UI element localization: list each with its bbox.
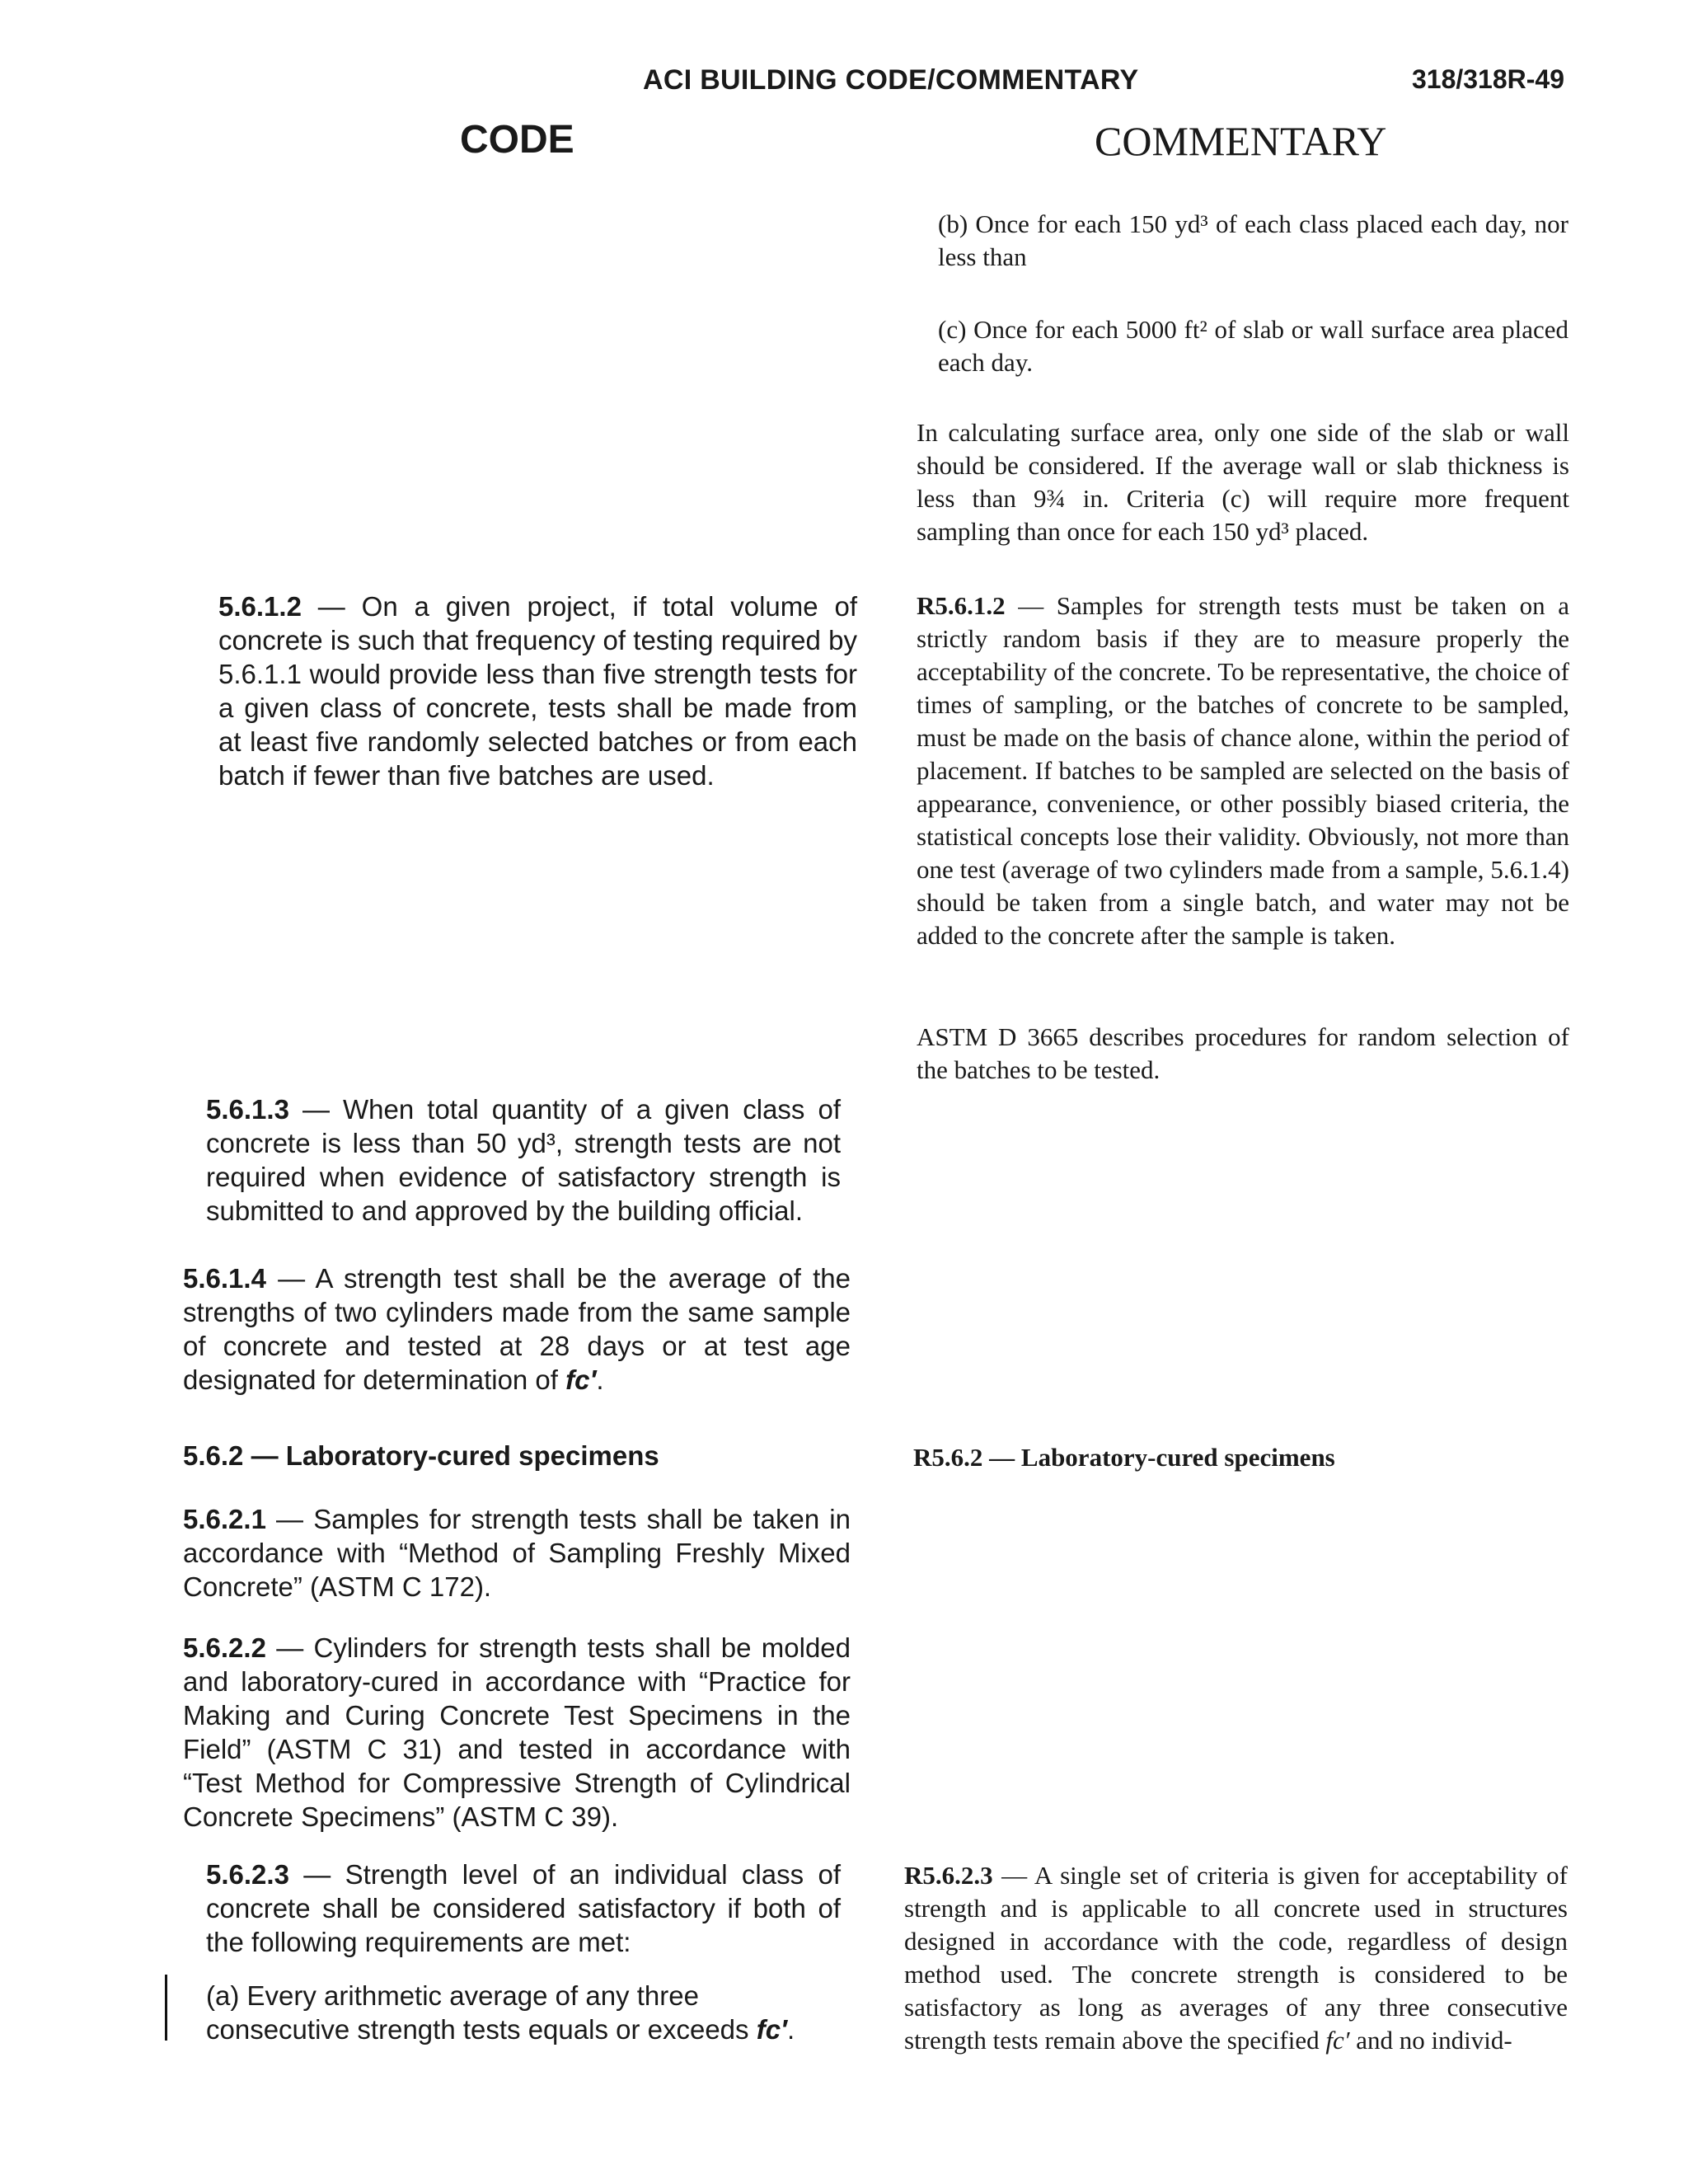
- section-text: — Samples for strength tests shall be taken in accordance with “Method of Sampling Freshly Mixed Concrete” (ASTM C 172).: [183, 1504, 851, 1602]
- code-column-title: CODE: [460, 118, 574, 162]
- sentence-end: .: [596, 1364, 604, 1395]
- commentary-item-c: (c) Once for each 5000 ft² of slab or wall surface area placed each day.: [938, 315, 1568, 377]
- code-5-6-2-2: [183, 1631, 851, 1834]
- code-5-6-1-4: [183, 1261, 851, 1397]
- section-number: 5.6.2.3: [206, 1859, 289, 1890]
- section-number: 5.6.2.2: [183, 1632, 266, 1663]
- section-number: 5.6.1.4: [183, 1263, 266, 1294]
- fc-prime-symbol: fc′: [565, 1364, 597, 1395]
- section-number: 5.6.1.2: [218, 591, 302, 622]
- commentary-r5-6-2-3: [904, 1859, 1568, 2057]
- commentary-r5-6-2-heading: R5.6.2 — Laboratory-cured specimens: [913, 1443, 1335, 1472]
- revision-bar: [165, 1975, 167, 2041]
- section-text: — When total quantity of a given class of concrete is less than 50 yd³, strength tests are not required when evidence of satisfactory strength is submitted to and approved by the building official.: [206, 1094, 841, 1226]
- fc-prime-symbol: fc′: [756, 2014, 787, 2045]
- section-text: — Strength level of an individual class of concrete shall be considered satisfactory if both of the following requirements are met:: [206, 1859, 841, 1957]
- section-number: R5.6.1.2: [917, 591, 1006, 620]
- fc-prime-symbol: fc′: [1325, 2026, 1350, 2055]
- page-number: 318/318R-49: [1411, 64, 1564, 94]
- section-text: — A strength test shall be the average of the strengths of two cylinders made from the same sample of concrete and tested at 28 days or at test age designated for determination of: [183, 1263, 851, 1395]
- section-text: — A single set of criteria is given for acceptability of strength and is applicable to all concrete used in structures designed in accordance with the code, regardless of design method used. The concrete strength is considered to be satisfactory as long as averages of any three consecutive strength tests remain above the specified: [904, 1861, 1568, 2055]
- commentary-column-title: COMMENTARY: [1095, 118, 1387, 164]
- code-5-6-2-heading: 5.6.2 — Laboratory-cured specimens: [183, 1440, 659, 1471]
- section-text: — Samples for strength tests must be taken on a strictly random basis if they are to measure properly the acceptability of the concrete. To be representative, the choice of times of sampling, or the batches of concrete to be sampled, must be made on the basis of chance alone, within the period of placement. If batches to be sampled are selected on the basis of appearance, convenience, or other possibly biased criteria, the statistical concepts lose their validity. Obviously, not more than one test (average of two cylinders made from a sample, 5.6.1.4) should be taken from a single batch, and water may not be added to the concrete after the sample is taken.: [917, 591, 1569, 950]
- section-number: 5.6.1.3: [206, 1094, 289, 1125]
- code-5-6-2-3: [206, 1858, 841, 1959]
- code-5-6-2-1: [183, 1502, 851, 1604]
- commentary-item-b: (b) Once for each 150 yd³ of each class placed each day, nor less than: [938, 209, 1568, 271]
- sentence-end: .: [786, 2014, 795, 2045]
- section-text: — On a given project, if total volume of concrete is such that frequency of testing required by 5.6.1.1 would provide less than five strength tests for a given class of concrete, tests shall be made from at least five randomly selected batches or from each batch if fewer than five batches are used.: [218, 591, 857, 791]
- code-5-6-1-2: [218, 589, 857, 792]
- commentary-astm-paragraph: ASTM D 3665 describes procedures for random selection of the batches to be tested.: [917, 1022, 1569, 1084]
- code-item-a: [206, 1979, 841, 2046]
- section-text-end: and no individ-: [1349, 2026, 1512, 2055]
- section-number: 5.6.2.1: [183, 1504, 266, 1534]
- code-5-6-1-3: [206, 1092, 841, 1228]
- commentary-surface-paragraph: In calculating surface area, only one side of the slab or wall should be considered. If the average wall or slab thickness is less than 9¾ in. Criteria (c) will require more frequent sampling than once for each 150 yd³ placed.: [917, 418, 1569, 546]
- running-head: ACI BUILDING CODE/COMMENTARY: [643, 64, 1139, 96]
- item-text: (a) Every arithmetic average of any three consecutive strength tests equals or exceeds: [206, 1980, 757, 2045]
- section-number: R5.6.2.3: [904, 1861, 993, 1890]
- commentary-r5-6-1-2: [917, 589, 1569, 952]
- section-text: — Cylinders for strength tests shall be molded and laboratory-cured in accordance with “Practice for Making and Curing Concrete Test Specimens in the Field” (ASTM C 31) and tested in accordance with “Test Method for Compressive Strength of Cylindrical Concrete Specimens” (ASTM C 39).: [183, 1632, 851, 1832]
